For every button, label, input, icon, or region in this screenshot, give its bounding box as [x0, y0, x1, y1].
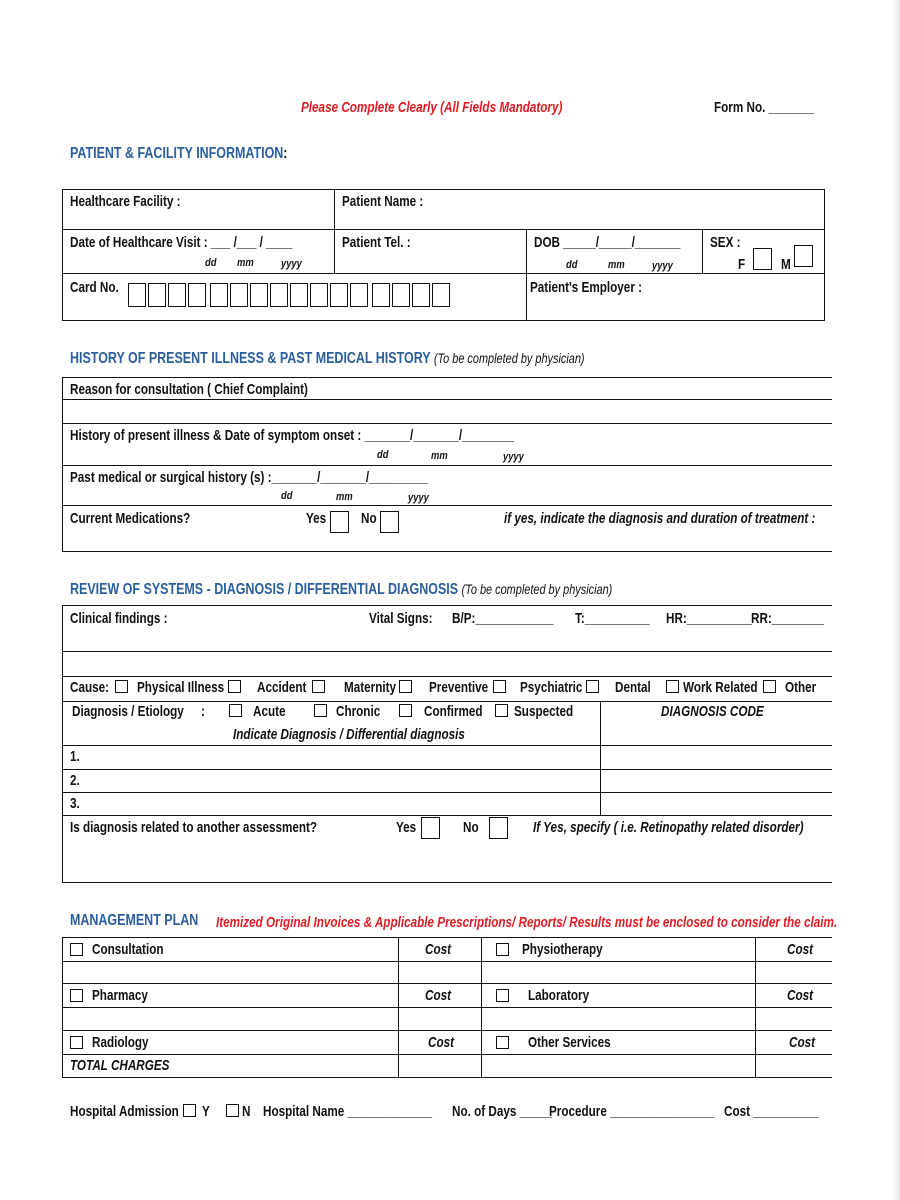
sex-f-label: F: [738, 256, 746, 273]
cause-option-label: Accident: [257, 679, 307, 696]
cause-checkbox[interactable]: [763, 680, 776, 693]
heart-rate-field[interactable]: HR:__________: [666, 610, 752, 627]
meds-if-yes-text: if yes, indicate the diagnosis and duration of treatment :: [504, 510, 816, 527]
sex-m-checkbox[interactable]: [794, 245, 813, 267]
card-digit-box[interactable]: [270, 283, 288, 307]
card-digit-box[interactable]: [128, 283, 146, 307]
card-digit-box[interactable]: [148, 283, 166, 307]
mm-hint: mm: [431, 450, 448, 462]
sex-label: SEX :: [710, 234, 741, 251]
service-cost-label: Cost: [789, 1034, 816, 1051]
service-cost-label: Cost: [428, 1034, 455, 1051]
admission-no-checkbox[interactable]: [226, 1104, 239, 1117]
cause-option-label: Dental: [615, 679, 651, 696]
procedure-field[interactable]: Procedure ________________: [549, 1103, 715, 1120]
card-digit-box[interactable]: [230, 283, 248, 307]
diagnosis-row-3[interactable]: 3.: [70, 795, 80, 812]
dd-hint: dd: [566, 259, 578, 271]
service-label: Other Services: [528, 1034, 611, 1051]
instruction-text: Please Complete Clearly (All Fields Mandatory): [301, 99, 563, 116]
patient-tel-field[interactable]: Patient Tel. :: [342, 234, 411, 251]
service-checkbox[interactable]: [496, 1036, 509, 1049]
cause-option-label: Maternity: [344, 679, 397, 696]
diagnosis-row-2[interactable]: 2.: [70, 772, 80, 789]
dob-field[interactable]: DOB _____/_____/_______: [534, 234, 681, 251]
dd-hint: dd: [205, 257, 217, 269]
bp-field[interactable]: B/P:____________: [452, 610, 554, 627]
service-label: Laboratory: [528, 987, 590, 1004]
service-cost-label: Cost: [787, 941, 814, 958]
mm-hint: mm: [608, 259, 625, 271]
patient-name-field[interactable]: Patient Name :: [342, 193, 424, 210]
hospital-admission-label: Hospital Admission: [70, 1103, 179, 1120]
service-checkbox[interactable]: [70, 1036, 83, 1049]
mm-hint: mm: [336, 491, 353, 503]
reason-for-consultation-field[interactable]: Reason for consultation ( Chief Complaint): [70, 381, 308, 398]
mm-hint: mm: [237, 257, 254, 269]
diagnosis-type-label: Chronic: [336, 703, 381, 720]
management-note: Itemized Original Invoices & Applicable Prescriptions/ Reports/ Results must be enclosed to consider the claim.: [216, 914, 838, 931]
card-digit-box[interactable]: [290, 283, 308, 307]
diagnosis-type-checkbox[interactable]: [495, 704, 508, 717]
review-title: REVIEW OF SYSTEMS - DIAGNOSIS / DIFFERENTIAL DIAGNOSIS (To be completed by physician): [70, 581, 613, 598]
diagnosis-type-label: Acute: [253, 703, 286, 720]
yyyy-hint: yyyy: [281, 258, 302, 270]
card-digit-box[interactable]: [350, 283, 368, 307]
service-label: Pharmacy: [92, 987, 148, 1004]
patient-facility-title: PATIENT & FACILITY INFORMATION:: [70, 145, 288, 162]
diagnosis-code-header: DIAGNOSIS CODE: [661, 703, 764, 720]
related-specify-text: If Yes, specify ( i.e. Retinopathy related disorder): [533, 819, 804, 836]
total-charges-label: TOTAL CHARGES: [70, 1057, 170, 1074]
dd-hint: dd: [281, 490, 293, 502]
related-yes-checkbox[interactable]: [421, 817, 440, 839]
service-checkbox[interactable]: [70, 989, 83, 1002]
card-digit-box[interactable]: [432, 283, 450, 307]
service-label: Consultation: [92, 941, 164, 958]
no-of-days-field[interactable]: No. of Days _____: [452, 1103, 553, 1120]
healthcare-visit-date-field[interactable]: Date of Healthcare Visit : ___ /___ / ____: [70, 234, 293, 251]
card-digit-box[interactable]: [210, 283, 228, 307]
diagnosis-etiology-label: Diagnosis / Etiology: [72, 703, 184, 720]
diagnosis-type-checkbox[interactable]: [399, 704, 412, 717]
cause-label: Cause:: [70, 679, 110, 696]
meds-no-label: No: [361, 510, 377, 527]
card-digit-box[interactable]: [330, 283, 348, 307]
service-checkbox[interactable]: [70, 943, 83, 956]
card-digit-box[interactable]: [188, 283, 206, 307]
dd-hint: dd: [377, 449, 389, 461]
admission-no-label: N: [242, 1103, 251, 1120]
service-cost-label: Cost: [787, 987, 814, 1004]
cause-option-label: Other: [785, 679, 817, 696]
meds-no-checkbox[interactable]: [380, 511, 399, 533]
history-title: HISTORY OF PRESENT ILLNESS & PAST MEDICAL HISTORY (To be completed by physician): [70, 350, 585, 367]
cause-checkbox[interactable]: [666, 680, 679, 693]
diagnosis-type-checkbox[interactable]: [229, 704, 242, 717]
cause-checkbox[interactable]: [586, 680, 599, 693]
service-cost-label: Cost: [425, 941, 452, 958]
clinical-findings-field[interactable]: Clinical findings :: [70, 610, 168, 627]
related-no-label: No: [463, 819, 479, 836]
card-digit-box[interactable]: [372, 283, 390, 307]
form-number-field[interactable]: Form No. _______: [714, 99, 815, 116]
cause-option-label: Preventive: [429, 679, 489, 696]
admission-yes-checkbox[interactable]: [183, 1104, 196, 1117]
diagnosis-type-label: Suspected: [514, 703, 574, 720]
diagnosis-row-1[interactable]: 1.: [70, 748, 80, 765]
yyyy-hint: yyyy: [408, 492, 429, 504]
card-digit-box[interactable]: [310, 283, 328, 307]
service-cost-label: Cost: [425, 987, 452, 1004]
card-digit-box[interactable]: [412, 283, 430, 307]
cause-checkbox[interactable]: [399, 680, 412, 693]
related-yes-label: Yes: [396, 819, 417, 836]
card-no-label: Card No.: [70, 279, 119, 296]
hospital-name-field[interactable]: Hospital Name _____________: [263, 1103, 433, 1120]
cause-option-label: Physical Illness: [137, 679, 225, 696]
diagnosis-colon: :: [201, 703, 205, 720]
cause-checkbox[interactable]: [312, 680, 325, 693]
card-digit-box[interactable]: [250, 283, 268, 307]
vital-signs-label: Vital Signs:: [369, 610, 433, 627]
temperature-field[interactable]: T:__________: [575, 610, 650, 627]
card-digit-box[interactable]: [168, 283, 186, 307]
cause-option-label: Psychiatric: [520, 679, 583, 696]
service-label: Radiology: [92, 1034, 149, 1051]
page-edge: [892, 0, 900, 1200]
patient-employer-field[interactable]: Patient's Employer :: [530, 279, 643, 296]
admission-yes-label: Y: [202, 1103, 210, 1120]
sex-f-checkbox[interactable]: [753, 248, 772, 270]
respiratory-rate-field[interactable]: RR:________: [751, 610, 824, 627]
healthcare-facility-field[interactable]: Healthcare Facility :: [70, 193, 181, 210]
related-assessment-label: Is diagnosis related to another assessment?: [70, 819, 318, 836]
related-no-checkbox[interactable]: [489, 817, 508, 839]
service-label: Physiotherapy: [522, 941, 603, 958]
service-checkbox[interactable]: [496, 943, 509, 956]
diagnosis-type-label: Confirmed: [424, 703, 483, 720]
yyyy-hint: yyyy: [652, 260, 673, 272]
present-illness-field[interactable]: History of present illness & Date of symptom onset : _______/_______/________: [70, 427, 515, 444]
meds-yes-label: Yes: [306, 510, 327, 527]
current-medications-label: Current Medications?: [70, 510, 191, 527]
cause-checkbox[interactable]: [228, 680, 241, 693]
indicate-diagnosis-text: Indicate Diagnosis / Differential diagnosis: [233, 726, 465, 743]
yyyy-hint: yyyy: [503, 451, 524, 463]
admission-cost-field[interactable]: Cost __________: [724, 1103, 819, 1120]
card-digit-box[interactable]: [392, 283, 410, 307]
sex-m-label: M: [781, 256, 791, 273]
cause-option-label: Work Related: [683, 679, 758, 696]
service-checkbox[interactable]: [496, 989, 509, 1002]
cause-checkbox[interactable]: [115, 680, 128, 693]
management-title: MANAGEMENT PLAN: [70, 912, 199, 929]
past-history-field[interactable]: Past medical or surgical history (s) :_______/_______/_________: [70, 469, 428, 486]
diagnosis-type-checkbox[interactable]: [314, 704, 327, 717]
cause-checkbox[interactable]: [493, 680, 506, 693]
meds-yes-checkbox[interactable]: [330, 511, 349, 533]
